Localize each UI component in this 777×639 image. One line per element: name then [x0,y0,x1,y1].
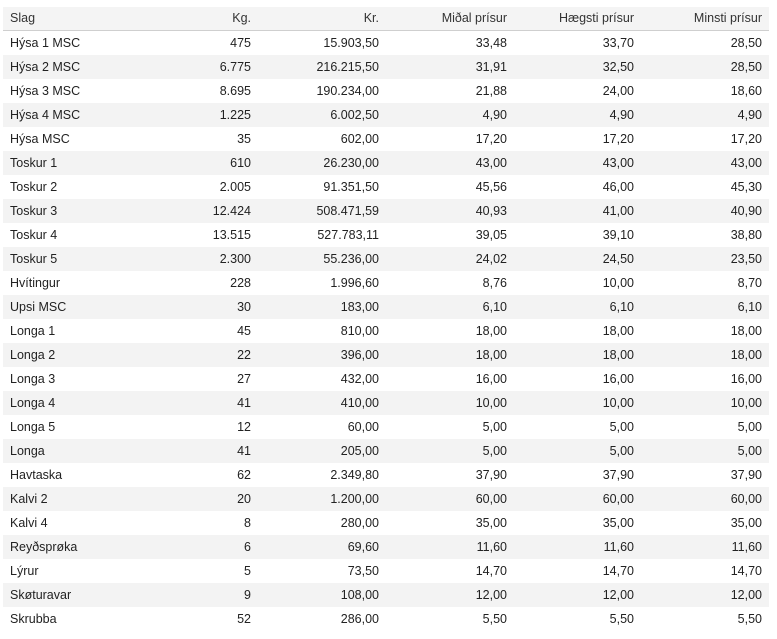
table-row [3,415,769,439]
cell-slag: Toskur 2 [3,175,131,199]
cell-avg-price: 31,91 [386,55,514,79]
cell-max-price: 18,00 [514,343,641,367]
cell-slag: Hvítingur [3,271,131,295]
cell-max-price: 5,00 [514,415,641,439]
cell-min-price: 18,00 [641,319,769,343]
table-row [3,31,769,56]
table-body [3,31,769,632]
cell-max-price: 5,50 [514,607,641,631]
cell-max-price: 17,20 [514,127,641,151]
cell-kr: 1.200,00 [258,487,386,511]
table-row [3,439,769,463]
cell-avg-price: 60,00 [386,487,514,511]
cell-slag: Toskur 3 [3,199,131,223]
cell-min-price: 10,00 [641,391,769,415]
cell-avg-price: 17,20 [386,127,514,151]
cell-max-price: 32,50 [514,55,641,79]
cell-kg: 41 [131,391,258,415]
cell-kg: 41 [131,439,258,463]
cell-avg-price: 6,10 [386,295,514,319]
cell-avg-price: 18,00 [386,343,514,367]
table-row [3,535,769,559]
column-header-kg[interactable]: Kg. [131,7,258,31]
cell-avg-price: 10,00 [386,391,514,415]
cell-min-price: 18,00 [641,343,769,367]
column-header-max-price[interactable]: Hægsti prísur [514,7,641,31]
cell-kr: 280,00 [258,511,386,535]
cell-kr: 6.002,50 [258,103,386,127]
cell-kr: 396,00 [258,343,386,367]
cell-kr: 91.351,50 [258,175,386,199]
table-row [3,583,769,607]
cell-min-price: 18,60 [641,79,769,103]
cell-kg: 6.775 [131,55,258,79]
table-row [3,319,769,343]
column-header-slag[interactable]: Slag [3,7,131,31]
table-row [3,511,769,535]
cell-slag: Skrubba [3,607,131,631]
cell-kr: 15.903,50 [258,31,386,56]
cell-avg-price: 35,00 [386,511,514,535]
table-row [3,247,769,271]
cell-max-price: 14,70 [514,559,641,583]
cell-slag: Hýsa 4 MSC [3,103,131,127]
column-header-avg-price[interactable]: Miðal prísur [386,7,514,31]
cell-min-price: 37,90 [641,463,769,487]
cell-max-price: 12,00 [514,583,641,607]
cell-max-price: 24,00 [514,79,641,103]
cell-avg-price: 5,00 [386,439,514,463]
cell-slag: Hýsa 2 MSC [3,55,131,79]
cell-kr: 432,00 [258,367,386,391]
cell-kr: 190.234,00 [258,79,386,103]
table-row [3,175,769,199]
cell-max-price: 46,00 [514,175,641,199]
cell-avg-price: 43,00 [386,151,514,175]
cell-min-price: 6,10 [641,295,769,319]
cell-avg-price: 39,05 [386,223,514,247]
cell-kg: 6 [131,535,258,559]
cell-slag: Toskur 5 [3,247,131,271]
cell-kg: 610 [131,151,258,175]
cell-slag: Skøturavar [3,583,131,607]
cell-kr: 183,00 [258,295,386,319]
table-row [3,271,769,295]
cell-kg: 35 [131,127,258,151]
cell-avg-price: 33,48 [386,31,514,56]
column-header-min-price[interactable]: Minsti prísur [641,7,769,31]
cell-min-price: 17,20 [641,127,769,151]
cell-avg-price: 45,56 [386,175,514,199]
cell-kr: 73,50 [258,559,386,583]
cell-kr: 108,00 [258,583,386,607]
cell-kr: 26.230,00 [258,151,386,175]
table-row [3,367,769,391]
cell-kr: 205,00 [258,439,386,463]
cell-avg-price: 5,00 [386,415,514,439]
cell-slag: Reyðsprøka [3,535,131,559]
cell-avg-price: 40,93 [386,199,514,223]
cell-kr: 508.471,59 [258,199,386,223]
cell-max-price: 11,60 [514,535,641,559]
cell-avg-price: 16,00 [386,367,514,391]
cell-min-price: 43,00 [641,151,769,175]
cell-min-price: 28,50 [641,31,769,56]
cell-kg: 2.005 [131,175,258,199]
cell-max-price: 4,90 [514,103,641,127]
cell-min-price: 14,70 [641,559,769,583]
cell-kr: 410,00 [258,391,386,415]
cell-slag: Kalvi 2 [3,487,131,511]
cell-min-price: 28,50 [641,55,769,79]
cell-kr: 60,00 [258,415,386,439]
cell-kg: 5 [131,559,258,583]
cell-kg: 8 [131,511,258,535]
cell-max-price: 43,00 [514,151,641,175]
cell-max-price: 37,90 [514,463,641,487]
cell-kg: 52 [131,607,258,631]
cell-slag: Hýsa 3 MSC [3,79,131,103]
cell-avg-price: 18,00 [386,319,514,343]
table-row [3,559,769,583]
cell-min-price: 16,00 [641,367,769,391]
cell-slag: Lýrur [3,559,131,583]
cell-slag: Longa 2 [3,343,131,367]
cell-max-price: 10,00 [514,391,641,415]
cell-max-price: 5,00 [514,439,641,463]
cell-kg: 475 [131,31,258,56]
cell-min-price: 40,90 [641,199,769,223]
price-table [3,7,769,631]
cell-kg: 12.424 [131,199,258,223]
cell-kg: 20 [131,487,258,511]
table-row [3,103,769,127]
cell-kr: 2.349,80 [258,463,386,487]
cell-kr: 1.996,60 [258,271,386,295]
table-row [3,487,769,511]
cell-avg-price: 37,90 [386,463,514,487]
cell-min-price: 45,30 [641,175,769,199]
cell-min-price: 23,50 [641,247,769,271]
cell-kr: 527.783,11 [258,223,386,247]
cell-max-price: 10,00 [514,271,641,295]
cell-kg: 13.515 [131,223,258,247]
cell-kg: 9 [131,583,258,607]
cell-max-price: 39,10 [514,223,641,247]
table-header [3,7,769,31]
cell-min-price: 5,50 [641,607,769,631]
cell-max-price: 35,00 [514,511,641,535]
cell-max-price: 16,00 [514,367,641,391]
cell-kg: 1.225 [131,103,258,127]
cell-slag: Upsi MSC [3,295,131,319]
table-row [3,55,769,79]
cell-kg: 62 [131,463,258,487]
cell-slag: Longa 5 [3,415,131,439]
cell-max-price: 33,70 [514,31,641,56]
table-row [3,343,769,367]
cell-slag: Havtaska [3,463,131,487]
cell-slag: Hýsa MSC [3,127,131,151]
cell-avg-price: 21,88 [386,79,514,103]
cell-avg-price: 14,70 [386,559,514,583]
cell-slag: Toskur 1 [3,151,131,175]
table-row [3,79,769,103]
cell-max-price: 6,10 [514,295,641,319]
cell-max-price: 60,00 [514,487,641,511]
cell-slag: Hýsa 1 MSC [3,31,131,56]
column-header-kr[interactable]: Kr. [258,7,386,31]
cell-min-price: 5,00 [641,439,769,463]
cell-kg: 30 [131,295,258,319]
cell-avg-price: 12,00 [386,583,514,607]
price-table-container [3,7,769,631]
cell-min-price: 4,90 [641,103,769,127]
table-row [3,391,769,415]
cell-slag: Longa 3 [3,367,131,391]
cell-avg-price: 24,02 [386,247,514,271]
cell-min-price: 38,80 [641,223,769,247]
table-row [3,463,769,487]
cell-max-price: 24,50 [514,247,641,271]
table-row [3,151,769,175]
cell-slag: Kalvi 4 [3,511,131,535]
table-row [3,607,769,631]
cell-kg: 8.695 [131,79,258,103]
cell-avg-price: 4,90 [386,103,514,127]
table-row [3,199,769,223]
cell-kr: 69,60 [258,535,386,559]
cell-avg-price: 11,60 [386,535,514,559]
cell-slag: Longa 4 [3,391,131,415]
cell-min-price: 12,00 [641,583,769,607]
cell-slag: Longa [3,439,131,463]
cell-kg: 45 [131,319,258,343]
table-row [3,295,769,319]
cell-kr: 602,00 [258,127,386,151]
cell-kr: 55.236,00 [258,247,386,271]
cell-kr: 286,00 [258,607,386,631]
cell-min-price: 8,70 [641,271,769,295]
cell-min-price: 5,00 [641,415,769,439]
cell-kg: 2.300 [131,247,258,271]
header-row [3,7,769,31]
cell-kg: 12 [131,415,258,439]
cell-slag: Toskur 4 [3,223,131,247]
cell-avg-price: 8,76 [386,271,514,295]
cell-avg-price: 5,50 [386,607,514,631]
cell-kg: 22 [131,343,258,367]
table-row [3,127,769,151]
cell-min-price: 11,60 [641,535,769,559]
cell-kr: 216.215,50 [258,55,386,79]
cell-slag: Longa 1 [3,319,131,343]
cell-kr: 810,00 [258,319,386,343]
cell-kg: 27 [131,367,258,391]
table-row [3,223,769,247]
cell-kg: 228 [131,271,258,295]
cell-min-price: 35,00 [641,511,769,535]
cell-min-price: 60,00 [641,487,769,511]
cell-max-price: 41,00 [514,199,641,223]
cell-max-price: 18,00 [514,319,641,343]
